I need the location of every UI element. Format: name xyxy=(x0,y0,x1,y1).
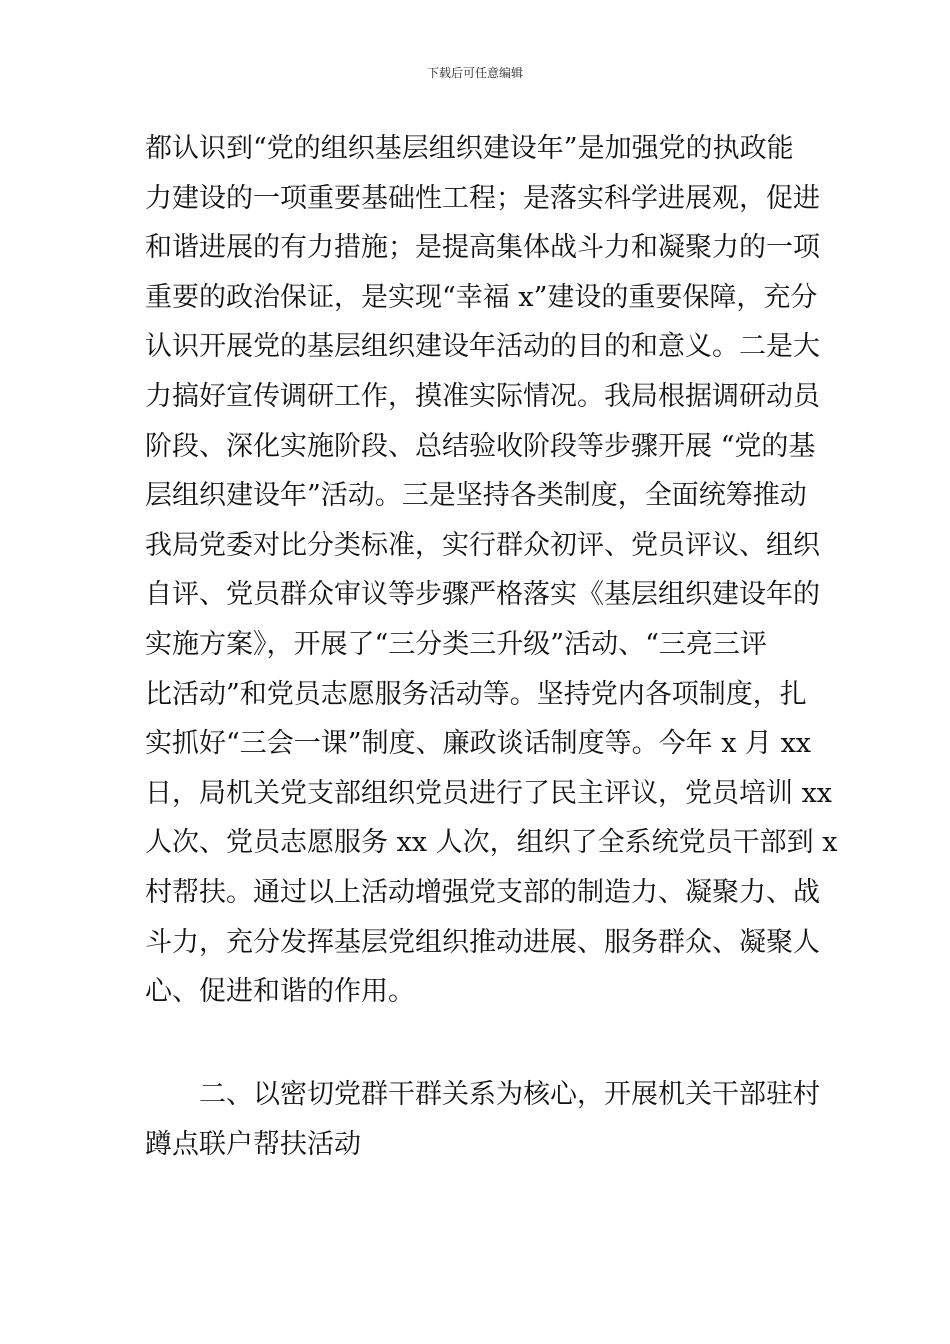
text-line: 斗力，充分发挥基层党组织推动进展、服务群众、凝聚人 xyxy=(145,926,820,958)
page-header: 下载后可任意编辑 xyxy=(426,66,523,80)
text-line: 力建设的一项重要基础性工程；是落实科学进展观，促进 xyxy=(145,182,820,214)
text-line: 层组织建设年”活动。三是坚持各类制度，全面统筹推动 xyxy=(145,480,807,512)
text-line: 日，局机关党支部组织党员进行了民主评议，党员培训 xx xyxy=(145,777,833,809)
text-line: 比活动”和党员志愿服务活动等。坚持党内各项制度，扎 xyxy=(145,678,807,710)
section-heading xyxy=(145,1070,820,1169)
text-line: 力搞好宣传调研工作，摸准实际情况。我局根据调研动员 xyxy=(145,380,820,412)
text-line: 人次、党员志愿服务 xx 人次，组织了全系统党员干部到 x xyxy=(145,827,838,859)
text-line: 实施方案》，开展了“三分类三升级”活动、“三亮三评 xyxy=(145,628,767,660)
text-line: 阶段、深化实施阶段、总结验收阶段等步骤开展 “党的基 xyxy=(145,430,816,462)
text-line: 实抓好“三会一课”制度、廉政谈话制度等。今年 x 月 xx xyxy=(145,728,812,760)
body-paragraph xyxy=(145,124,838,1017)
text-line: 村帮扶。通过以上活动增强党支部的制造力、凝聚力、战 xyxy=(145,876,820,908)
text-line: 和谐进展的有力措施；是提高集体战斗力和凝聚力的一项 xyxy=(145,232,820,264)
text-line: 认识开展党的基层组织建设年活动的目的和意义。二是大 xyxy=(145,331,820,363)
section-heading-line: 二、以密切党群干群关系为核心，开展机关干部驻村 xyxy=(199,1079,820,1110)
text-line: 重要的政治保证，是实现“幸福 x”建设的重要保障，充分 xyxy=(145,281,818,313)
text-line: 心、促进和谐的作用。 xyxy=(145,976,415,1008)
section-heading-line: 蹲点联户帮扶活动 xyxy=(145,1128,361,1160)
text-line: 都认识到“党的组织基层组织建设年”是加强党的执政能 xyxy=(145,133,794,164)
text-line: 自评、党员群众审议等步骤严格落实《基层组织建设年的 xyxy=(145,579,820,611)
text-line: 我局党委对比分类标准，实行群众初评、党员评议、组织 xyxy=(145,529,820,561)
